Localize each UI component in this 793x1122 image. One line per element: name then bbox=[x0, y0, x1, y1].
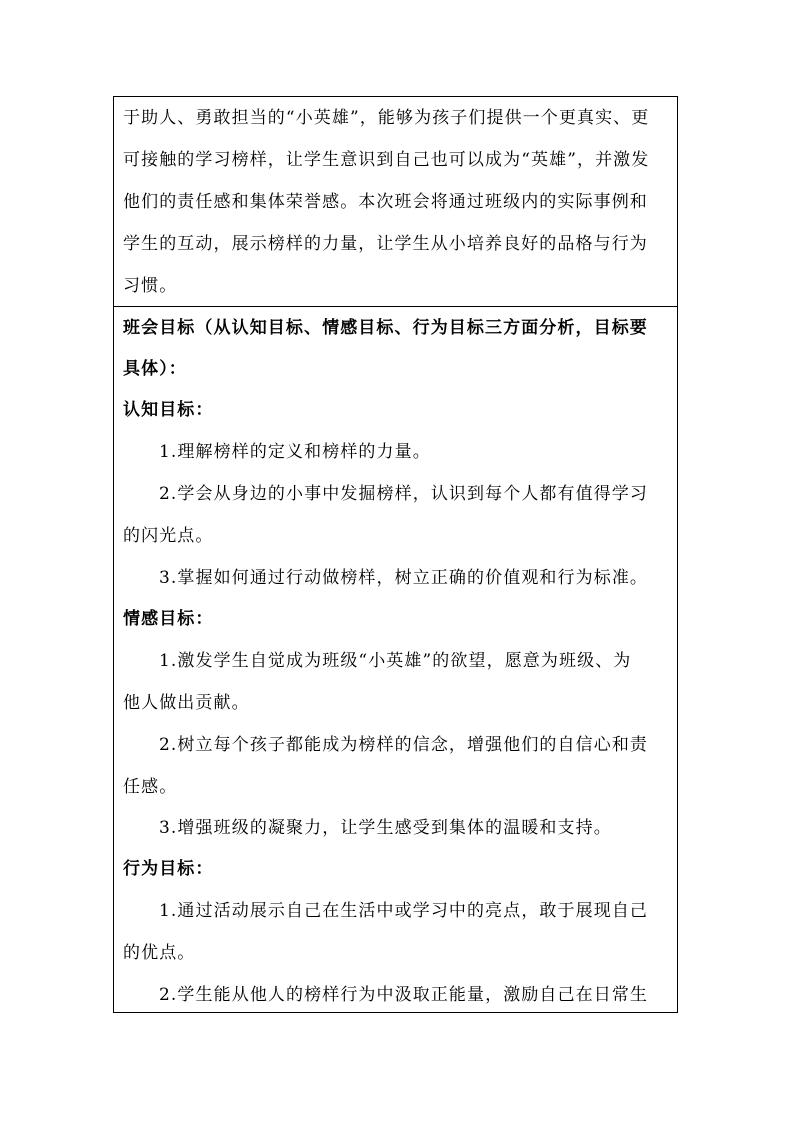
cognitive-goal-3: 3.掌握如何通过行动做榜样，树立正确的价值观和行为标准。 bbox=[159, 568, 649, 588]
cognitive-goals-title: 认知目标： bbox=[123, 400, 214, 420]
cognitive-goal-1: 1.理解榜样的定义和榜样的力量。 bbox=[159, 442, 431, 462]
background-line-3: 他们的责任感和集体荣誉感。本次班会将通过班级内的实际事例和 bbox=[123, 192, 648, 212]
emotional-goal-2-line-2: 任感。 bbox=[123, 777, 178, 797]
emotional-goal-3: 3.增强班级的凝聚力，让学生感受到集体的温暖和支持。 bbox=[159, 818, 612, 838]
background-line-1: 于助人、勇敢担当的“小英雄”，能够为孩子们提供一个更真实、更 bbox=[123, 108, 650, 128]
background-line-5: 习惯。 bbox=[123, 276, 178, 296]
behavioral-goal-2-line-1: 2.学生能从他人的榜样行为中汲取正能量，激励自己在日常生 bbox=[159, 985, 649, 1005]
goals-heading-line-2: 具体）： bbox=[123, 359, 187, 379]
cognitive-goal-2-line-1: 2.学会从身边的小事中发掘榜样，认识到每个人都有值得学习 bbox=[159, 484, 649, 504]
emotional-goal-2-line-1: 2.树立每个孩子都能成为榜样的信念，增强他们的自信心和责 bbox=[159, 735, 649, 755]
goals-heading-line-1: 班会目标（从认知目标、情感目标、行为目标三方面分析，目标要 bbox=[123, 318, 648, 338]
background-cell bbox=[114, 97, 677, 307]
lesson-plan-table bbox=[113, 96, 678, 1013]
cognitive-goal-2-line-2: 的闪光点。 bbox=[123, 526, 214, 546]
background-line-2: 可接触的学习榜样，让学生意识到自己也可以成为“英雄”，并激发 bbox=[123, 150, 650, 170]
goals-cell bbox=[114, 307, 677, 1012]
emotional-goals-title: 情感目标： bbox=[123, 609, 214, 629]
behavioral-goal-1-line-1: 1.通过活动展示自己在生活中或学习中的亮点，敢于展现自己 bbox=[159, 901, 649, 921]
emotional-goal-1-line-1: 1.激发学生自觉成为班级“小英雄”的欲望，愿意为班级、为 bbox=[159, 651, 632, 671]
behavioral-goals-title: 行为目标： bbox=[123, 859, 214, 879]
emotional-goal-1-line-2: 他人做出贡献。 bbox=[123, 693, 250, 713]
behavioral-goal-1-line-2: 的优点。 bbox=[123, 943, 196, 963]
background-line-4: 学生的互动，展示榜样的力量，让学生从小培养良好的品格与行为 bbox=[123, 234, 648, 254]
